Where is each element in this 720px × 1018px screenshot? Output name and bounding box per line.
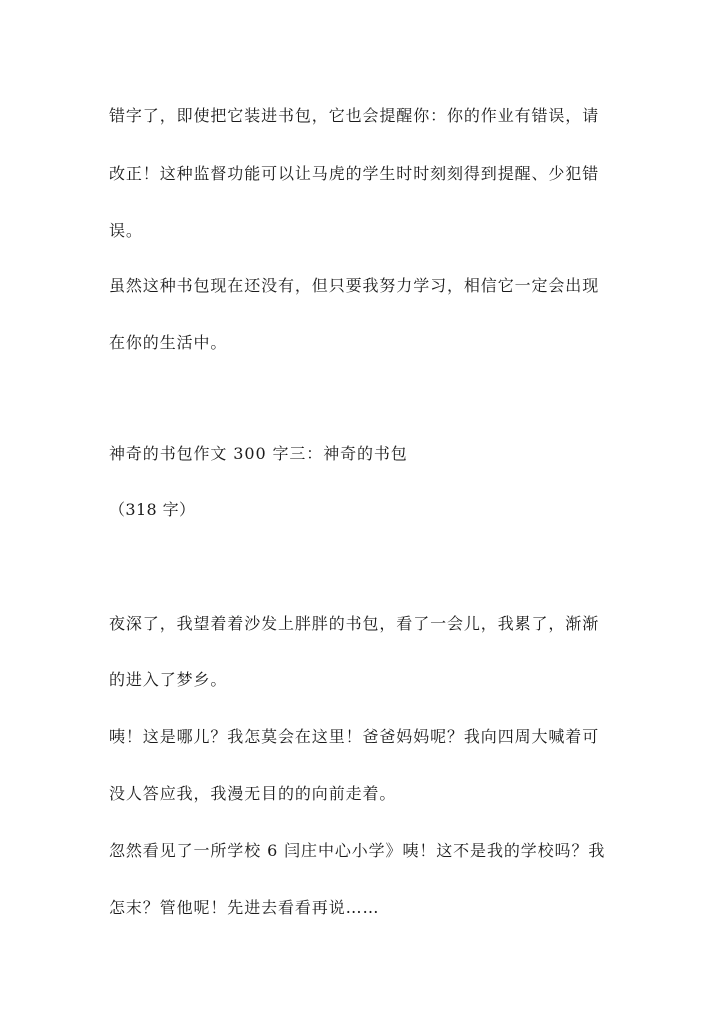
body-text-line: 夜深了，我望着着沙发上胖胖的书包，看了一会儿，我累了，渐渐: [109, 614, 600, 633]
body-text-line: 虽然这种书包现在还没有，但只要我努力学习，相信它一定会出现: [109, 276, 600, 295]
section-heading: 神奇的书包作文 300 字三：神奇的书包: [109, 444, 408, 463]
body-text-line: 咦！这是哪儿？我怎莫会在这里！爸爸妈妈呢？我向四周大喊着可: [109, 727, 600, 746]
body-text-line: 错字了，即使把它装进书包，它也会提醒你：你的作业有错误，请: [109, 106, 600, 125]
body-text-line: 在你的生活中。: [109, 333, 228, 352]
body-text-line: 改正！这种监督功能可以让马虎的学生时时刻刻得到提醒、少犯错: [109, 164, 600, 183]
body-text-line: 误。: [109, 221, 143, 240]
body-text-line: 忽然看见了一所学校 6 闫庄中心小学》咦！这不是我的学校吗？我: [109, 841, 606, 860]
body-text-line: 的进入了梦乡。: [109, 670, 228, 689]
word-count: （318 字）: [109, 500, 196, 519]
body-text-line: 没人答应我，我漫无目的的向前走着。: [109, 784, 397, 803]
body-text-line: 怎末？管他呢！先进去看看再说……: [109, 898, 380, 917]
